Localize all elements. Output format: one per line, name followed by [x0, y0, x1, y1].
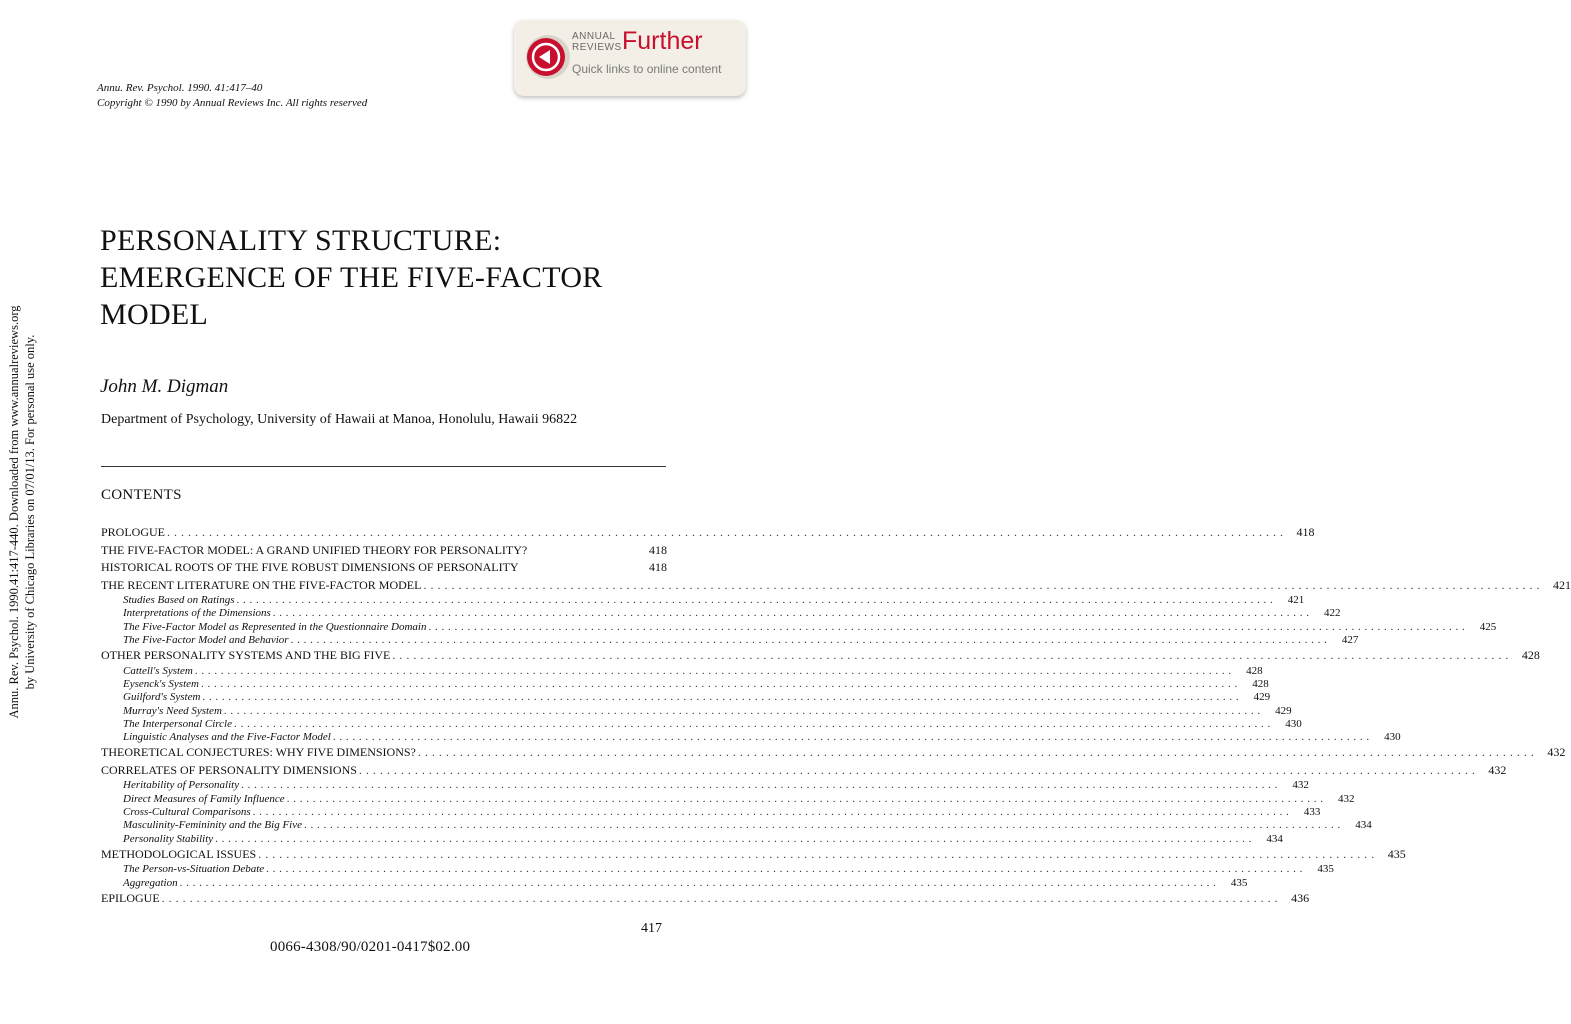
play-arrow-circle-icon: [524, 33, 572, 81]
toc-entry-page: 421: [1287, 594, 1305, 606]
toc-entry-page: 436: [1291, 891, 1310, 906]
toc-entry[interactable]: [101, 691, 1271, 704]
toc-entry[interactable]: [101, 704, 1292, 718]
download-stamp-line-1: Annu. Rev. Psychol. 1990.41:417-440. Downloaded from www.annualreviews.org: [7, 305, 21, 719]
toc-entry[interactable]: [101, 863, 1334, 876]
toc-entry-page: 418: [649, 560, 667, 574]
toc-entry[interactable]: [101, 846, 1406, 864]
toc-entry-label: Personality Stability: [123, 832, 214, 845]
divider-rule: [101, 466, 666, 467]
toc-dot-leader: . . . . . . . . . . . . . . . . . . . . . . . . . . . . . . . . . . . . . . . . . . . . . . . . . . . . . . . . . . . . . . . . . . . . . . . . . . . . . . . . . . . . . . . . . . . . . . . . . . . . . . . . . . . . . . . . . . . . . . . . . . . . . . . . . . . . . . . . . . . . . . . . . . . . . . . . . . . . . . . .: [286, 792, 1324, 805]
toc-entry[interactable]: [101, 806, 1321, 819]
toc-entry-label: THE FIVE-FACTOR MODEL: A GRAND UNIFIED THEORY FOR PERSONALITY?: [101, 542, 528, 557]
toc-entry[interactable]: [101, 890, 1310, 908]
toc-dot-leader: . . . . . . . . . . . . . . . . . . . . . . . . . . . . . . . . . . . . . . . . . . . . . . . . . . . . . . . . . . . . . . . . . . . . . . . . . . . . . . . . . . . . . . . . . . . . . . . . . . . . . . . . . . . . . . . . . . . . . . . . . . . . . . . . . . . . . . . . . . . . . . . . . . . . . . . . . . . . . . . .: [223, 704, 1261, 717]
contents-heading: CONTENTS: [101, 487, 182, 503]
toc-entry[interactable]: [101, 559, 667, 577]
toc-dot-leader: . . . . . . . . . . . . . . . . . . . . . . . . . . . . . . . . . . . . . . . . . . . . . . . . . . . . . . . . . . . . . . . . . . . . . . . . . . . . . . . . . . . . . . . . . . . . . . . . . . . . . . . . . . . . . . . . . . . . . . . . . . . . . . . . . . . . . . . . . . . . . . . . . . . . . . . . . . . . . . . .: [252, 806, 1290, 819]
toc-entry-label: Direct Measures of Family Influence: [123, 792, 285, 805]
author-affiliation: Department of Psychology, University of Hawaii at Manoa, Honolulu, Hawaii 96822: [101, 412, 578, 427]
toc-entry-page: 432: [1337, 792, 1355, 805]
toc-entry-label: Studies Based on Ratings: [123, 594, 235, 606]
toc-entry-label: Cross-Cultural Comparisons: [123, 806, 251, 819]
toc-entry-page: 433: [1303, 806, 1321, 819]
toc-entry-page: 418: [649, 542, 667, 557]
toc-entry[interactable]: [101, 717, 1302, 731]
toc-dot-leader: . . . . . . . . . . . . . . . . . . . . . . . . . . . . . . . . . . . . . . . . . . . . . . . . . . . . . . . . . . . . . . . . . . . . . . . . . . . . . . . . . . . . . . . . . . . . . . . . . . . . . . . . . . . . . . . . . . . . . . . . . . . . . . . . . . . . . . . . . . . . . . . . . . . . . . . . . . . . . . . .: [428, 620, 1466, 633]
citation-line-2: Copyright © 1990 by Annual Reviews Inc. All rights reserved: [97, 97, 368, 109]
toc-entry[interactable]: [101, 832, 1283, 846]
toc-entry[interactable]: [101, 792, 1355, 806]
toc-dot-leader: . . . . . . . . . . . . . . . . . . . . . . . . . . . . . . . . . . . . . . . . . . . . . . . . . . . . . . . . . . . . . . . . . . . . . . . . . . . . . . . . . . . . . . . . . . . . . . . . . . . . . . . . . . . . . . . . . . . . . . . . . . . . . . . . . . . . . . . . . . . . . . . . . . . . . . . . . . . . . . . .: [167, 525, 1284, 539]
toc-entry-label: THEORETICAL CONJECTURES: WHY FIVE DIMENSIONS?: [101, 745, 416, 760]
toc-entry[interactable]: [101, 744, 1566, 762]
toc-entry-label: Heritability of Personality: [123, 779, 240, 792]
toc-dot-leader: . . . . . . . . . . . . . . . . . . . . . . . . . . . . . . . . . . . . . . . . . . . . . . . . . . . . . . . . . . . . . . . . . . . . . . . . . . . . . . . . . . . . . . . . . . . . . . . . . . . . . . . . . . . . . . . . . . . . . . . . . . . . . . . . . . . . . . . . . . . . . . . . . . . . . . . . . . . . . . . .: [215, 832, 1252, 845]
toc-entry-label: Interpretations of the Dimensions: [123, 607, 271, 620]
toc-entry[interactable]: [101, 607, 1341, 620]
toc-entry-label: OTHER PERSONALITY SYSTEMS AND THE BIG FIVE: [101, 648, 391, 663]
table-of-contents: [101, 524, 1571, 908]
toc-entry-page: 425: [1479, 620, 1497, 633]
toc-entry-label: EPILOGUE: [101, 891, 160, 906]
toc-dot-leader: . . . . . . . . . . . . . . . . . . . . . . . . . . . . . . . . . . . . . . . . . . . . . . . . . . . . . . . . . . . . . . . . . . . . . . . . . . . . . . . . . . . . . . . . . . . . . . . . . . . . . . . . . . . . . . . . . . . . . . . . . . . . . . . . . . . . . . . . . . . . . . . . . . . . . . . . . . . . . . . .: [358, 762, 1476, 777]
toc-dot-leader: . . . . . . . . . . . . . . . . . . . . . . . . . . . . . . . . . . . . . . . . . . . . . . . . . . . . . . . . . . . . . . . . . . . . . . . . . . . . . . . . . . . . . . . . . . . . . . . . . . . . . . . . . . . . . . . . . . . . . . . . . . . . . . . . . . . . . . . . . . . . . . . . . . . . . . . . . . . . . . . .: [266, 863, 1303, 876]
toc-dot-leader: . . . . . . . . . . . . . . . . . . . . . . . . . . . . . . . . . . . . . . . . . . . . . . . . . . . . . . . . . . . . . . . . . . . . . . . . . . . . . . . . . . . . . . . . . . . . . . . . . . . . . . . . . . . . . . . . . . . . . . . . . . . . . . . . . . . . . . . . . . . . . . . . . . . . . . . . . . . . . . . .: [290, 633, 1328, 646]
toc-entry[interactable]: [101, 819, 1372, 832]
toc-dot-leader: . . . . . . . . . . . . . . . . . . . . . . . . . . . . . . . . . . . . . . . . . . . . . . . . . . . . . . . . . . . . . . . . . . . . . . . . . . . . . . . . . . . . . . . . . . . . . . . . . . . . . . . . . . . . . . . . . . . . . . . . . . . . . . . . . . . . . . . . . . . . . . . . . . . . . . . . . . . . . . . .: [423, 577, 1540, 592]
toc-entry[interactable]: [101, 762, 1507, 780]
toc-entry-page: 435: [1230, 876, 1248, 889]
toc-dot-leader: . . . . . . . . . . . . . . . . . . . . . . . . . . . . . . . . . . . . . . . . . . . . . . . . . . . . . . . . . . . . . . . . . . . . . . . . . . . . . . . . . . . . . . . . . . . . . . . . . . . . . . . . . . . . . . . . . . . . . . . . . . . . . . . . . . . . . . . . . . . . . . . . . . . . . . . . . . . . . . . .: [392, 648, 1509, 663]
toc-entry-label: Masculinity-Femininity and the Big Five: [123, 819, 303, 832]
toc-dot-leader: . . . . . . . . . . . . . . . . . . . . . . . . . . . . . . . . . . . . . . . . . . . . . . . . . . . . . . . . . . . . . . . . . . . . . . . . . . . . . . . . . . . . . . . . . . . . . . . . . . . . . . . . . . . . . . . . . . . . . . . . . . . . . . . . . . . . . . . . . . . . . . . . . . . . . . . . . . . . . . . .: [236, 594, 1274, 606]
toc-entry[interactable]: [101, 524, 1315, 542]
toc-entry[interactable]: [101, 779, 1309, 792]
toc-dot-leader: . . . . . . . . . . . . . . . . . . . . . . . . . . . . . . . . . . . . . . . . . . . . . . . . . . . . . . . . . . . . . . . . . . . . . . . . . . . . . . . . . . . . . . . . . . . . . . . . . . . . . . . . . . . . . . . . . . . . . . . . . . . . . . . . . . . . . . . . . . . . . . . . . . . . . . . . . . . . . . . .: [200, 677, 1238, 690]
toc-entry[interactable]: [101, 664, 1263, 678]
toc-entry-page: 429: [1275, 704, 1292, 717]
toc-dot-leader: . . . . . . . . . . . . . . . . . . . . . . . . . . . . . . . . . . . . . . . . . . . . . . . . . . . . . . . . . . . . . . . . . . . . . . . . . . . . . . . . . . . . . . . . . . . . . . . . . . . . . . . . . . . . . . . . . . . . . . . . . . . . . . . . . . . . . . . . . . . . . . . . . . . . . . . . . . . . . . . .: [161, 891, 1279, 906]
annual-reviews-further-badge[interactable]: [514, 20, 746, 96]
toc-entry-page: 422: [1324, 607, 1341, 620]
reviews-word: REVIEWS: [572, 42, 622, 53]
badge-tagline: Quick links to online content: [572, 62, 722, 76]
title-line-3: MODEL: [100, 298, 209, 331]
toc-entry-page: 432: [1488, 762, 1507, 777]
toc-entry[interactable]: [101, 620, 1497, 634]
toc-entry[interactable]: [101, 594, 1305, 607]
toc-dot-leader: . . . . . . . . . . . . . . . . . . . . . . . . . . . . . . . . . . . . . . . . . . . . . . . . . . . . . . . . . . . . . . . . . . . . . . . . . . . . . . . . . . . . . . . . . . . . . . . . . . . . . . . . . . . . . . . . . . . . . . . . . . . . . . . . . . . . . . . . . . . . . . . . . . . . . . . . . . . . . . . .: [202, 691, 1240, 704]
toc-entry-page: 430: [1384, 731, 1401, 744]
citation-header: [97, 81, 367, 111]
toc-entry-label: HISTORICAL ROOTS OF THE FIVE ROBUST DIMENSIONS OF PERSONALITY: [101, 560, 519, 574]
toc-entry-page: 430: [1285, 717, 1302, 730]
toc-dot-leader: . . . . . . . . . . . . . . . . . . . . . . . . . . . . . . . . . . . . . . . . . . . . . . . . . . . . . . . . . . . . . . . . . . . . . . . . . . . . . . . . . . . . . . . . . . . . . . . . . . . . . . . . . . . . . . . . . . . . . . . . . . . . . . . . . . . . . . . . . . . . . . . . . . . . . . . . . . . . . . . .: [417, 745, 1535, 760]
page-number: 417: [641, 921, 662, 936]
article-title: [100, 222, 603, 333]
issn-code: 0066-4308/90/0201-0417$02.00: [270, 939, 471, 955]
toc-entry-label: The Five-Factor Model and Behavior: [123, 633, 289, 646]
title-line-1: PERSONALITY STRUCTURE:: [100, 224, 502, 257]
title-line-2: EMERGENCE OF THE FIVE-FACTOR: [100, 261, 603, 294]
toc-entry-label: Murray's Need System: [123, 704, 222, 717]
citation-line-1: Annu. Rev. Psychol. 1990. 41:417–40: [97, 82, 263, 94]
toc-dot-leader: . . . . . . . . . . . . . . . . . . . . . . . . . . . . . . . . . . . . . . . . . . . . . . . . . . . . . . . . . . . . . . . . . . . . . . . . . . . . . . . . . . . . . . . . . . . . . . . . . . . . . . . . . . . . . . . . . . . . . . . . . . . . . . . . . . . . . . . . . . . . . . . . . . . . . . . . . . . . . . . .: [241, 779, 1278, 792]
toc-entry-label: Aggregation: [123, 876, 178, 889]
further-word: Further: [622, 27, 703, 55]
toc-entry-page: 434: [1355, 819, 1372, 832]
annual-reviews-wordmark: [572, 31, 622, 53]
toc-dot-leader: . . . . . . . . . . . . . . . . . . . . . . . . . . . . . . . . . . . . . . . . . . . . . . . . . . . . . . . . . . . . . . . . . . . . . . . . . . . . . . . . . . . . . . . . . . . . . . . . . . . . . . . . . . . . . . . . . . . . . . . . . . . . . . . . . . . . . . . . . . . . . . . . . . . . . . . . . . . . . . . .: [332, 731, 1370, 744]
toc-entry[interactable]: [101, 731, 1401, 744]
toc-dot-leader: . . . . . . . . . . . . . . . . . . . . . . . . . . . . . . . . . . . . . . . . . . . . . . . . . . . . . . . . . . . . . . . . . . . . . . . . . . . . . . . . . . . . . . . . . . . . . . . . . . . . . . . . . . . . . . . . . . . . . . . . . . . . . . . . . . . . . . . . . . . . . . . . . . . . . . . . . . . . . . . .: [233, 717, 1271, 730]
toc-entry-label: The Five-Factor Model as Represented in the Questionnaire Domain: [123, 620, 427, 633]
toc-entry[interactable]: [101, 647, 1540, 665]
toc-entry-label: Guilford's System: [123, 691, 201, 704]
toc-entry-page: 428: [1252, 677, 1269, 690]
toc-entry-label: Eysenck's System: [123, 677, 199, 690]
toc-entry-label: CORRELATES OF PERSONALITY DIMENSIONS: [101, 762, 357, 777]
toc-dot-leader: . . . . . . . . . . . . . . . . . . . . . . . . . . . . . . . . . . . . . . . . . . . . . . . . . . . . . . . . . . . . . . . . . . . . . . . . . . . . . . . . . . . . . . . . . . . . . . . . . . . . . . . . . . . . . . . . . . . . . . . . . . . . . . . . . . . . . . . . . . . . . . . . . . . . . . . . . . . . . . . .: [304, 819, 1341, 832]
toc-entry[interactable]: [101, 577, 1571, 595]
toc-entry-label: Cattell's System: [123, 664, 193, 677]
toc-entry-label: The Interpersonal Circle: [123, 717, 232, 730]
toc-entry-page: 428: [1246, 664, 1263, 677]
toc-dot-leader: . . . . . . . . . . . . . . . . . . . . . . . . . . . . . . . . . . . . . . . . . . . . . . . . . . . . . . . . . . . . . . . . . . . . . . . . . . . . . . . . . . . . . . . . . . . . . . . . . . . . . . . . . . . . . . . . . . . . . . . . . . . . . . . . . . . . . . . . . . . . . . . . . . . . . . . . . . . . . . . .: [272, 607, 1310, 620]
toc-entry-page: 435: [1387, 846, 1406, 861]
author-name: John M. Digman: [100, 376, 229, 397]
toc-entry-page: 428: [1521, 648, 1540, 663]
toc-entry-page: 435: [1317, 863, 1334, 876]
toc-entry-label: Linguistic Analyses and the Five-Factor Model: [123, 731, 331, 744]
toc-entry-label: METHODOLOGICAL ISSUES: [101, 846, 257, 861]
toc-entry-label: THE RECENT LITERATURE ON THE FIVE-FACTOR MODEL: [101, 577, 422, 592]
annual-word: ANNUAL: [572, 31, 616, 42]
toc-entry-label: PROLOGUE: [101, 525, 166, 539]
toc-entry-label: The Person-vs-Situation Debate: [123, 863, 265, 876]
toc-dot-leader: . . . . . . . . . . . . . . . . . . . . . . . . . . . . . . . . . . . . . . . . . . . . . . . . . . . . . . . . . . . . . . . . . . . . . . . . . . . . . . . . . . . . . . . . . . . . . . . . . . . . . . . . . . . . . . . . . . . . . . . . . . . . . . . . . . . . . . . . . . . . . . . . . . . . . . . . . . . . . . . .: [179, 876, 1217, 889]
toc-dot-leader: . . . . . . . . . . . . . . . . . . . . . . . . . . . . . . . . . . . . . . . . . . . . . . . . . . . . . . . . . . . . . . . . . . . . . . . . . . . . . . . . . . . . . . . . . . . . . . . . . . . . . . . . . . . . . . . . . . . . . . . . . . . . . . . . . . . . . . . . . . . . . . . . . . . . . . . . . . . . . . . .: [258, 846, 1375, 861]
toc-entry[interactable]: [101, 677, 1269, 691]
toc-entry[interactable]: [101, 633, 1359, 647]
toc-entry-page: 429: [1253, 691, 1271, 704]
toc-entry-page: 427: [1341, 633, 1359, 646]
toc-entry-page: 432: [1292, 779, 1309, 792]
toc-entry[interactable]: [101, 542, 667, 560]
toc-entry-page: 434: [1266, 832, 1283, 845]
toc-entry-page: 432: [1547, 745, 1566, 760]
toc-entry-page: 418: [1296, 525, 1315, 539]
download-stamp-line-2: by University of Chicago Libraries on 07/01/13. For personal use only.: [23, 334, 37, 690]
toc-entry-page: 421: [1552, 577, 1571, 592]
toc-entry[interactable]: [101, 876, 1248, 890]
toc-dot-leader: . . . . . . . . . . . . . . . . . . . . . . . . . . . . . . . . . . . . . . . . . . . . . . . . . . . . . . . . . . . . . . . . . . . . . . . . . . . . . . . . . . . . . . . . . . . . . . . . . . . . . . . . . . . . . . . . . . . . . . . . . . . . . . . . . . . . . . . . . . . . . . . . . . . . . . . . . . . . . . . .: [194, 664, 1232, 677]
